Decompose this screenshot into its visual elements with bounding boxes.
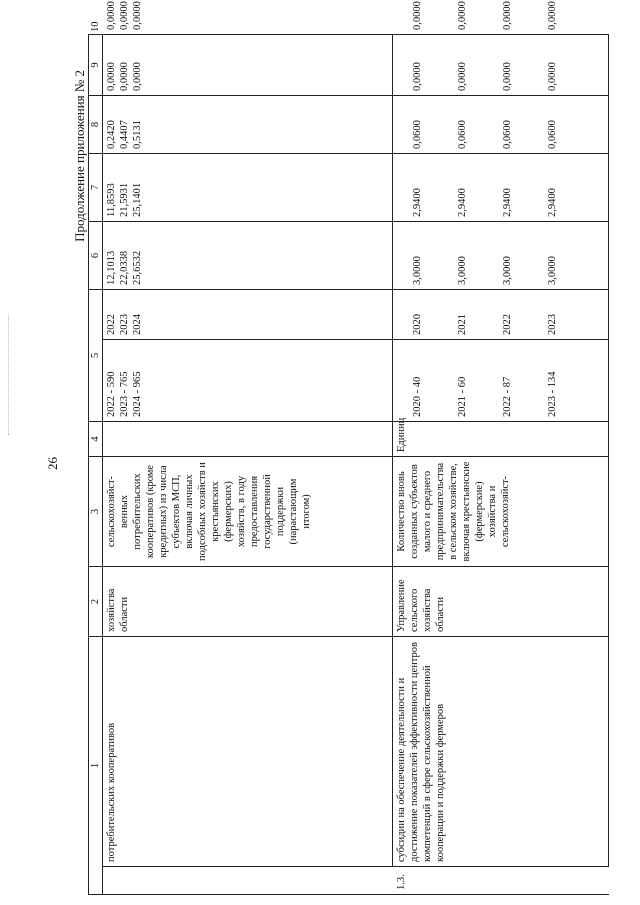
amount: 25,1401 [132,182,143,217]
target-value: 2023 - 765 [119,371,130,417]
amount: 11,8593 [106,183,117,217]
target-value: 2021 - 60 [457,376,468,417]
amount: 3,0000 [457,256,468,285]
table-row: 1.3. субсидии на обеспечение деятельности и достижение показателей эффективности центров компетенций в сфере сельскохозяйственной кооперации и поддержки фермеров Управление сельского хозяйства области Количество вновь созданных субъектов малого и среднего предпринимательства в сельском хозяйстве, включая крестьянские (фермерские) хозяйства и сельскохозяйст- Единиц 2020 - 40 2021 - 60 2022 - 87 2023 - 134 2020 2021 2022 2023 3,0000 3,0000 3,0000 3,0000 2,9400 2,9400 2,9400 2,9400 0,0600 0,0600 0,0600 0,0600 0,0000 0,0000 0,0000 0,0000 0,0000 0,0000 0,0000 0,0000 [393,35,609,895]
target-value: 2023 - 134 [547,371,558,417]
amount: 2,9400 [412,188,423,217]
header-cell: 3 [89,457,103,567]
amount: 0,0000 [412,62,423,91]
scan-mark [8,315,9,435]
amount: 0,5131 [132,120,143,149]
target-value: 2022 - 590 [106,371,117,417]
year: 2023 [547,314,558,335]
unit: Единиц [393,422,609,457]
target-value: 2022 - 87 [502,376,513,417]
continuation-caption: Продолжение приложения № 2 [72,70,87,242]
amount: 0,4407 [119,120,130,149]
amount: 0,0000 [106,62,117,91]
indicator: сельскохозяйст-венных потребительских кооперативов (кроме кредитных) из числа субъектов МСП, включая личных подсобных хозяйств и крестьянских (фермерских) хозяйств, в году предоставления государственной поддержки (нарастающим итогом) [103,457,393,567]
amount: 2,9400 [502,188,513,217]
header-cell: 6 [89,222,103,290]
appendix-table [88,1,609,895]
year: 2023 [119,314,130,335]
target-value: 2020 - 40 [412,376,423,417]
header-cell: 9 [89,35,103,96]
amount: 2,9400 [547,188,558,217]
indicator: Количество вновь созданных субъектов малого и среднего предпринимательства в сельском хозяйстве, включая крестьянские (фермерские) хозяйства и сельскохозяйст- [393,457,609,567]
amount: 0,0000 [119,62,130,91]
amount: 0,0000 [132,62,143,91]
amount: 12,1013 [106,250,117,285]
target-value: 2024 - 965 [132,371,143,417]
executor: Управление сельского хозяйства области [393,567,609,637]
header-row: 1 2 3 4 5 6 7 8 9 10 [89,35,103,895]
amount: 0,0600 [457,120,468,149]
amount: 0,0000 [547,62,558,91]
year: 2021 [457,314,468,335]
amount: 3,0000 [502,256,513,285]
header-cell: 4 [89,422,103,457]
amount: 25,6532 [132,250,143,285]
page-number: 26 [45,457,60,470]
year: 2022 [502,314,513,335]
unit [103,422,393,457]
row-number: 1.3. [393,867,609,895]
amount: 0,0600 [547,120,558,149]
header-cell: 7 [89,154,103,222]
amount: 3,0000 [412,256,423,285]
amount: 21,5931 [119,182,130,217]
year: 2020 [412,314,423,335]
amount: 0,2420 [106,120,117,149]
header-cell: 1 [89,637,103,895]
amount: 0,0600 [502,120,513,149]
header-cell: 5 [89,290,103,422]
header-cell: 8 [89,96,103,154]
table-row: потребительских кооперативов хозяйства области сельскохозяйст-венных потребительских кооперативов (кроме кредитных) из числа субъектов МСП, включая личных подсобных хозяйств и крестьянских (фермерских) хозяйств, в году предоставления государственной поддержки (нарастающим итогом) 2022 - 590 2023 - 765 2024 - 965 2022 2023 2024 12,1013 22,0338 25,6532 11,8593 21,5931 25,1401 0,2420 0,4407 0,5131 0,0000 0,0000 0,0000 0,0000 0,0000 0,0000 [103,35,393,895]
amount: 0,0600 [412,120,423,149]
year: 2024 [132,314,143,335]
year: 2022 [106,314,117,335]
amount: 22,0338 [119,250,130,285]
amount: 3,0000 [547,256,558,285]
measure-name: потребительских кооперативов [103,637,393,867]
amount: 2,9400 [457,188,468,217]
executor: хозяйства области [103,567,393,637]
amount: 0,0000 [457,62,468,91]
amount: 0,0000 [502,62,513,91]
header-cell: 2 [89,567,103,637]
measure-name: субсидии на обеспечение деятельности и достижение показателей эффективности центров компетенций в сфере сельскохозяйственной кооперации и поддержки фермеров [393,637,609,867]
